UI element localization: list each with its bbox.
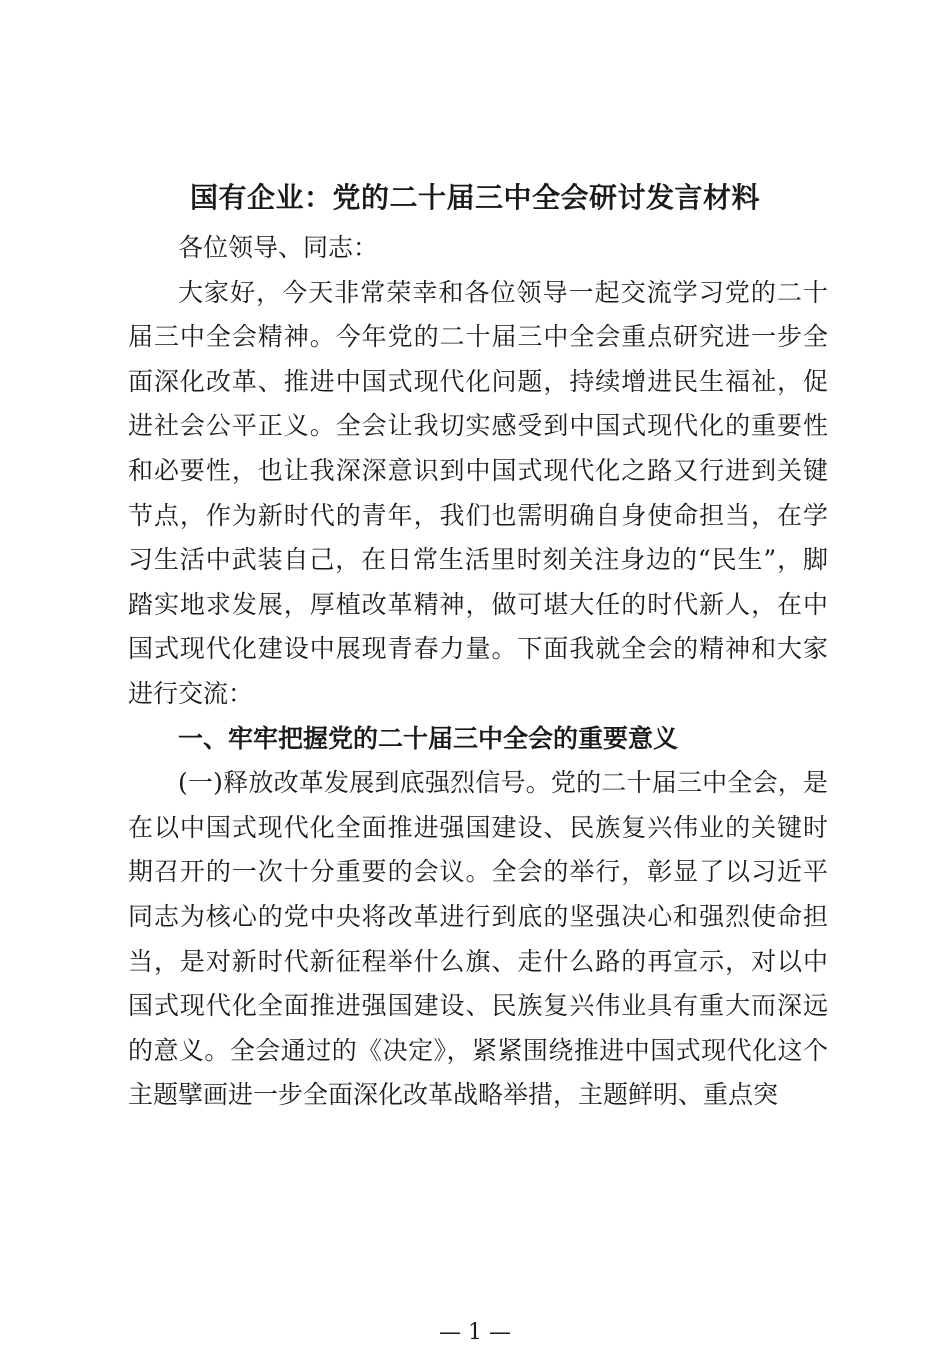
document-title: 国有企业：党的二十届三中全会研讨发言材料 bbox=[189, 181, 760, 214]
text-line: 节点，作为新时代的青年，我们也需明确自身使命担当，在学 bbox=[128, 500, 828, 530]
text-line: 大家好，今天非常荣幸和各位领导一起交流学习党的二十 bbox=[178, 277, 828, 307]
text-line: 同志为核心的党中央将改革进行到底的坚强决心和强烈使命担 bbox=[128, 901, 828, 931]
text-line: 在以中国式现代化全面推进强国建设、民族复兴伟业的关键时 bbox=[128, 812, 828, 842]
text-line: 期召开的一次十分重要的会议。全会的举行，彰显了以习近平 bbox=[128, 857, 828, 887]
text-line: (一)释放改革发展到底强烈信号。党的二十届三中全会，是 bbox=[178, 768, 828, 798]
text-line: 的意义。全会通过的《决定》，紧紧围绕推进中国式现代化这个 bbox=[128, 1035, 828, 1065]
text-line: 和必要性，也让我深深意识到中国式现代化之路又行进到关键 bbox=[128, 455, 828, 485]
text-line: 进社会公平正义。全会让我切实感受到中国式现代化的重要性 bbox=[128, 411, 828, 441]
text-line: 国式现代化全面推进强国建设、民族复兴伟业具有重大而深远 bbox=[128, 991, 828, 1021]
text-line: 国式现代化建设中展现青春力量。下面我就全会的精神和大家 bbox=[128, 634, 828, 664]
section-heading: 一、牢牢把握党的二十届三中全会的重要意义 bbox=[178, 723, 679, 753]
text-line: 习生活中武装自己，在日常生活里时刻关注身边的“民生”，脚 bbox=[128, 545, 828, 575]
text-line: 踏实地求发展，厚植改革精神，做可堪大任的时代新人，在中 bbox=[128, 589, 828, 619]
text-line: 届三中全会精神。今年党的二十届三中全会重点研究进一步全 bbox=[128, 322, 828, 352]
text-line: 主题擘画进一步全面深化改革战略举措，主题鲜明、重点突 bbox=[128, 1080, 779, 1110]
document-body bbox=[128, 226, 828, 1118]
text-line: 当，是对新时代新征程举什么旗、走什么路的再宣示，对以中 bbox=[128, 946, 828, 976]
text-line: 进行交流： bbox=[128, 678, 254, 708]
page-number: — 1 — bbox=[439, 1320, 511, 1345]
text-line: 各位领导、同志： bbox=[178, 233, 379, 262]
text-line: 面深化改革、推进中国式现代化问题，持续增进民生福祉，促 bbox=[128, 366, 828, 396]
